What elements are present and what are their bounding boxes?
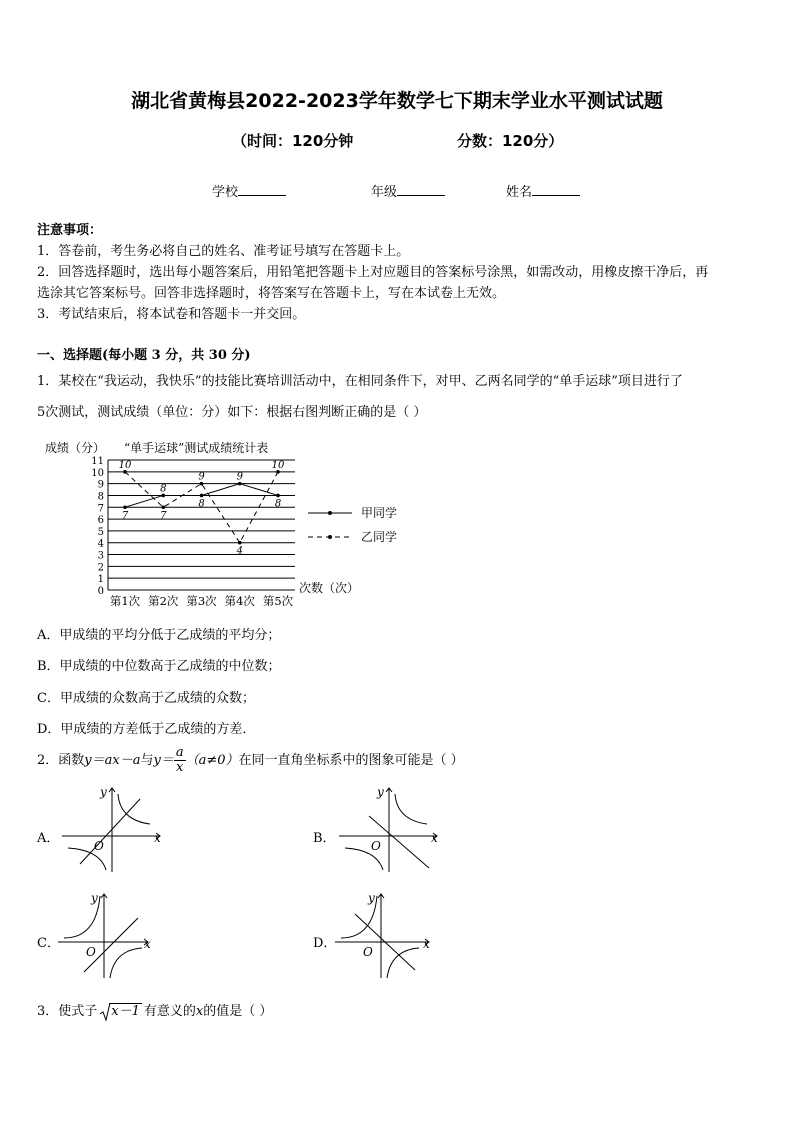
- grade-field: [371, 181, 445, 200]
- page-title: 湖北省黄梅县2022-2023学年数学七下期末学业水平测试试题: [131, 90, 663, 112]
- grade-blank[interactable]: [397, 183, 445, 196]
- q2-denominator: x: [176, 760, 184, 775]
- q2-linear-function: y＝ax－a: [84, 753, 141, 768]
- x-tick-label: 第1次: [109, 594, 141, 608]
- q2-numerator: a: [175, 745, 184, 760]
- y-tick-label: 11: [91, 456, 104, 467]
- svg-text:y: y: [91, 891, 98, 905]
- exam-time: （时间：120分钟: [232, 132, 354, 150]
- q1-option-b[interactable]: B．甲成绩的中位数高于乙成绩的中位数；: [37, 659, 281, 674]
- name-field: [506, 181, 580, 200]
- chart-x-ticks: [110, 594, 294, 608]
- data-label: 10: [271, 459, 285, 471]
- school-label: 学校: [212, 185, 239, 200]
- y-tick-label: 3: [97, 550, 104, 562]
- data-point: [238, 541, 242, 545]
- notice-item-1: 1．答卷前，考生务必将自己的姓名、准考证号填写在答题卡上。: [37, 244, 410, 259]
- q2-option-d-label[interactable]: D．: [313, 936, 337, 951]
- svg-text:y: y: [100, 785, 107, 799]
- q1-option-c[interactable]: C．甲成绩的众数高于乙成绩的众数；: [37, 691, 255, 706]
- notice-item-2a: 2．回答选择题时，选出每小题答案后，用铅笔把答题卡上对应题目的答案标号涂黑，如需改动，用橡皮擦干净后，再: [37, 265, 709, 280]
- chart-legend: [308, 506, 397, 544]
- q2-inverse-lhs: y＝: [153, 753, 174, 768]
- y-tick-label: 1: [97, 574, 104, 586]
- q2-option-a-graph[interactable]: [60, 784, 170, 874]
- q2-option-c-label[interactable]: C．: [37, 936, 60, 951]
- svg-text:x: x: [144, 937, 151, 951]
- data-label: 7: [121, 510, 129, 522]
- svg-text:O: O: [363, 945, 373, 959]
- q1-line-1: 1．某校在“我运动，我快乐”的技能比赛培训活动中，在相同条件下，对甲、乙两名同学的“单手运球”项目进行了: [37, 374, 683, 389]
- data-point: [200, 494, 204, 498]
- q1-option-d[interactable]: D．甲成绩的方差低于乙成绩的方差．: [37, 722, 256, 737]
- q3-stem: [37, 1001, 272, 1023]
- svg-text:y: y: [368, 891, 375, 905]
- svg-text:O: O: [371, 839, 381, 853]
- y-tick-label: 4: [97, 538, 104, 550]
- chart-series: [119, 460, 285, 557]
- svg-text:x: x: [431, 831, 438, 845]
- q2-prefix: 2．函数: [37, 753, 85, 768]
- data-label: 8: [274, 498, 282, 510]
- data-point: [161, 505, 165, 509]
- chart-ylabel: 成绩（分）: [45, 441, 106, 455]
- q1-option-a[interactable]: A．甲成绩的平均分低于乙成绩的平均分；: [37, 628, 281, 643]
- school-field: [212, 181, 286, 200]
- q2-stem: [37, 746, 464, 775]
- y-tick-label: 0: [97, 586, 104, 597]
- y-tick-label: 6: [97, 515, 104, 527]
- data-point: [276, 494, 280, 498]
- svg-text:x: x: [154, 831, 161, 845]
- notice-heading: 注意事项：: [37, 223, 103, 238]
- svg-text:x: x: [423, 937, 430, 951]
- svg-text:y: y: [377, 785, 384, 799]
- name-label: 姓名: [506, 185, 533, 200]
- y-tick-label: 10: [91, 467, 104, 479]
- x-tick-label: 第2次: [148, 594, 179, 608]
- q2-condition: （a≠0）: [185, 753, 239, 768]
- q3-variable: x: [195, 1004, 204, 1019]
- y-tick-label: 9: [97, 479, 104, 491]
- data-label: 8: [198, 498, 205, 510]
- q2-option-a-label[interactable]: A．: [37, 831, 60, 846]
- x-tick-label: 第4次: [224, 594, 255, 608]
- q3-suffix: 的值是（ ）: [203, 1004, 273, 1019]
- q2-fraction: [174, 746, 186, 775]
- q2-option-d-graph[interactable]: [333, 890, 443, 980]
- notice-item-2b: 选涂其它答案标号。回答非选择题时，将答案写在答题卡上，写在本试卷上无效。: [37, 286, 506, 301]
- q3-mid: 有意义的: [143, 1004, 196, 1019]
- x-tick-label: 第3次: [186, 594, 217, 608]
- section-heading: 一、选择题(每小题 3 分，共 30 分): [37, 348, 251, 363]
- q2-option-b-label[interactable]: B．: [313, 831, 336, 846]
- y-tick-label: 5: [97, 526, 104, 538]
- data-label: 10: [118, 459, 132, 471]
- chart-xlabel: 次数（次）: [299, 581, 360, 595]
- q2-option-c-graph[interactable]: [56, 890, 166, 980]
- q2-suffix: 在同一直角坐标系中的图象可能是（ ）: [238, 753, 464, 768]
- data-label: 9: [236, 471, 243, 483]
- legend-series-1: 甲同学: [361, 506, 398, 520]
- q3-radical: [99, 1001, 142, 1023]
- chart-title: “单手运球”测试成绩统计表: [124, 441, 269, 455]
- school-blank[interactable]: [238, 183, 286, 196]
- name-blank[interactable]: [532, 183, 580, 196]
- q2-and: 与: [140, 753, 154, 768]
- y-tick-label: 2: [97, 562, 104, 574]
- legend-series-2: 乙同学: [361, 530, 398, 544]
- chart-y-ticks: [91, 456, 104, 597]
- svg-text:O: O: [94, 839, 104, 853]
- data-label: 7: [160, 510, 167, 522]
- q3-prefix: 3．使式子: [37, 1004, 98, 1019]
- q3-radicand: x－1: [111, 1004, 140, 1019]
- x-tick-label: 第5次: [262, 594, 294, 608]
- svg-text:O: O: [86, 945, 96, 959]
- data-point: [123, 505, 127, 509]
- data-label: 9: [198, 471, 205, 483]
- score-chart: [40, 436, 420, 612]
- q1-line-2: 5次测试，测试成绩（单位：分）如下：根据右图判断正确的是（ ）: [37, 405, 427, 420]
- grade-label: 年级: [371, 185, 398, 200]
- exam-score: 分数：120分）: [457, 132, 564, 150]
- y-tick-label: 8: [97, 491, 104, 503]
- y-tick-label: 7: [97, 503, 104, 515]
- notice-item-3: 3．考试结束后，将本试卷和答题卡一并交回。: [37, 307, 306, 322]
- data-label: 4: [236, 545, 243, 557]
- q2-option-b-graph[interactable]: [337, 784, 447, 874]
- data-label: 8: [160, 483, 167, 495]
